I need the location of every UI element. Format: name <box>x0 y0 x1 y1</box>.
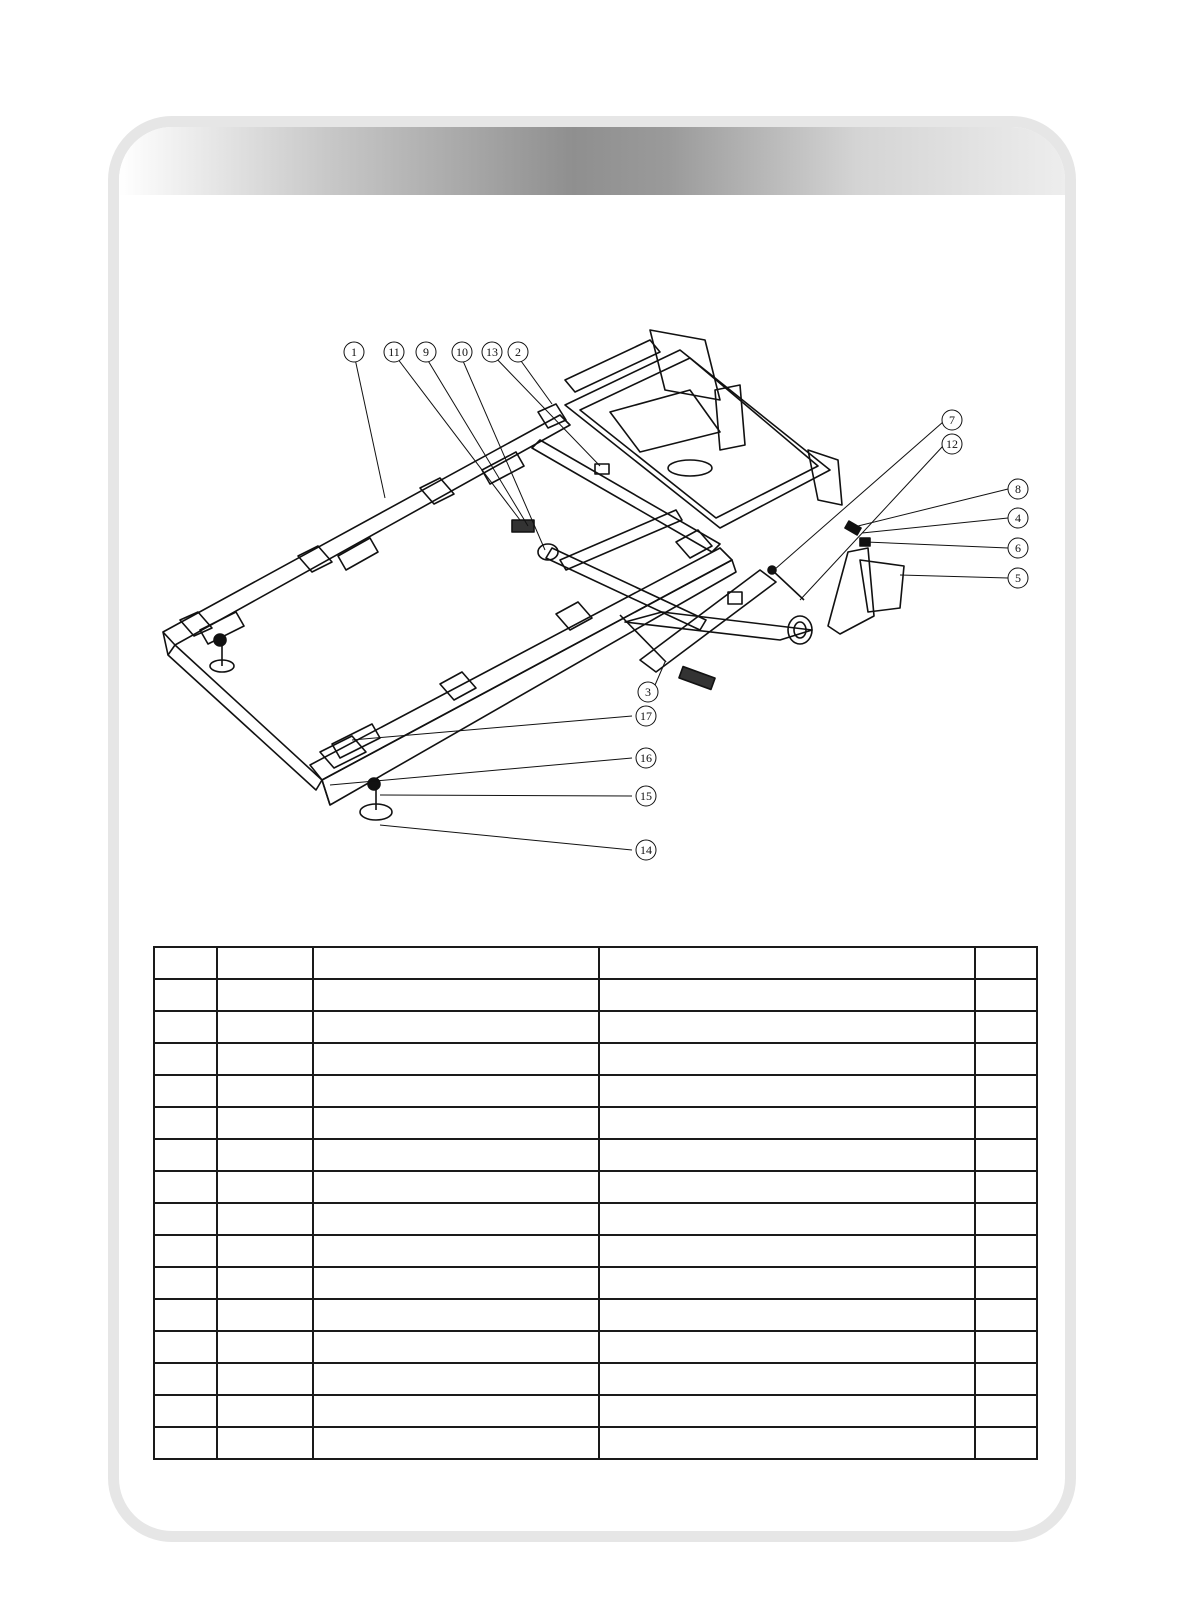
callout-6-label: 6 <box>1015 541 1021 555</box>
table-cell <box>975 947 1037 979</box>
table-cell <box>154 1139 217 1171</box>
actuator-motor <box>860 560 904 612</box>
table-cell <box>975 1395 1037 1427</box>
front-cross-rail <box>168 645 322 790</box>
table-cell <box>154 979 217 1011</box>
callout-9-label: 9 <box>423 345 429 359</box>
callout-17 <box>636 706 656 726</box>
table-row <box>154 1427 1037 1459</box>
table-cell <box>313 1139 600 1171</box>
table-cell <box>599 1107 974 1139</box>
table-cell <box>217 1075 312 1107</box>
table-row <box>154 1331 1037 1363</box>
table-cell <box>975 1363 1037 1395</box>
table-cell <box>217 979 312 1011</box>
table-cell <box>313 1299 600 1331</box>
callout-1 <box>344 342 364 362</box>
parts-table-body <box>154 947 1037 1459</box>
table-row <box>154 1203 1037 1235</box>
table-row <box>154 947 1037 979</box>
callout-4 <box>1008 508 1028 528</box>
leveling-foot-rear <box>210 634 234 672</box>
table-cell <box>599 1395 974 1427</box>
table-cell <box>217 1011 312 1043</box>
table-cell <box>217 1267 312 1299</box>
table-cell <box>599 1203 974 1235</box>
table-cell <box>154 1107 217 1139</box>
table-cell <box>313 1235 600 1267</box>
table-row <box>154 1139 1037 1171</box>
table-cell <box>599 1299 974 1331</box>
callout-1-label: 1 <box>351 345 357 359</box>
callout-11 <box>384 342 404 362</box>
callout-6 <box>1008 538 1028 558</box>
table-cell <box>599 1427 974 1459</box>
table-cell <box>313 1331 600 1363</box>
table-cell <box>975 1107 1037 1139</box>
table-cell <box>599 1075 974 1107</box>
callout-2 <box>508 342 528 362</box>
table-cell <box>975 1267 1037 1299</box>
callout-16-label: 16 <box>640 751 652 765</box>
table-cell <box>217 1171 312 1203</box>
table-cell <box>154 1171 217 1203</box>
table-cell <box>599 1331 974 1363</box>
callout-12 <box>942 434 962 454</box>
table-cell <box>975 1139 1037 1171</box>
table-cell <box>599 1363 974 1395</box>
table-cell <box>154 1299 217 1331</box>
table-cell <box>313 979 600 1011</box>
table-cell <box>975 1043 1037 1075</box>
table-row <box>154 1363 1037 1395</box>
table-cell <box>975 1331 1037 1363</box>
callout-14 <box>636 840 656 860</box>
table-cell <box>217 1299 312 1331</box>
rear-platform <box>565 350 830 528</box>
table-cell <box>313 1171 600 1203</box>
table-cell <box>217 1395 312 1427</box>
callout-17-label: 17 <box>640 709 652 723</box>
callout-13 <box>482 342 502 362</box>
table-row <box>154 1171 1037 1203</box>
table-row <box>154 979 1037 1011</box>
table-cell <box>313 1395 600 1427</box>
callout-4-label: 4 <box>1015 511 1021 525</box>
table-cell <box>599 1043 974 1075</box>
table-cell <box>599 947 974 979</box>
table-cell <box>975 979 1037 1011</box>
table-cell <box>313 1203 600 1235</box>
table-cell <box>154 947 217 979</box>
cross-member-a <box>532 440 720 552</box>
table-cell <box>217 1203 312 1235</box>
table-cell <box>975 1427 1037 1459</box>
callout-13-label: 13 <box>486 345 498 359</box>
table-cell <box>154 1267 217 1299</box>
callout-10-label: 10 <box>456 345 468 359</box>
rear-upright <box>650 330 720 400</box>
table-cell <box>975 1075 1037 1107</box>
callout-15 <box>636 786 656 806</box>
callout-7-label: 7 <box>949 413 955 427</box>
table-cell <box>599 1139 974 1171</box>
callout-8-label: 8 <box>1015 482 1021 496</box>
table-row <box>154 1011 1037 1043</box>
table-cell <box>154 1043 217 1075</box>
callout-9 <box>416 342 436 362</box>
table-cell <box>313 1075 600 1107</box>
table-cell <box>599 979 974 1011</box>
callout-2-label: 2 <box>515 345 521 359</box>
table-cell <box>154 1075 217 1107</box>
table-cell <box>975 1171 1037 1203</box>
table-cell <box>217 1139 312 1171</box>
table-row <box>154 1075 1037 1107</box>
callout-5-label: 5 <box>1015 571 1021 585</box>
table-cell <box>217 1427 312 1459</box>
table-cell <box>313 1363 600 1395</box>
table-cell <box>217 1043 312 1075</box>
table-cell <box>154 1203 217 1235</box>
callout-15-label: 15 <box>640 789 652 803</box>
table-cell <box>599 1011 974 1043</box>
table-cell <box>975 1299 1037 1331</box>
parts-list-table <box>153 946 1038 1460</box>
table-row <box>154 1043 1037 1075</box>
table-cell <box>217 1235 312 1267</box>
table-row <box>154 1107 1037 1139</box>
right-long-rail <box>310 548 732 780</box>
table-row <box>154 1235 1037 1267</box>
table-cell <box>154 1363 217 1395</box>
table-cell <box>599 1267 974 1299</box>
table-cell <box>599 1171 974 1203</box>
table-cell <box>313 1107 600 1139</box>
table-cell <box>313 1267 600 1299</box>
callout-3-label: 3 <box>645 685 651 699</box>
table-cell <box>154 1427 217 1459</box>
table-cell <box>975 1203 1037 1235</box>
table-cell <box>975 1011 1037 1043</box>
callout-8 <box>1008 479 1028 499</box>
callout-16 <box>636 748 656 768</box>
table-cell <box>154 1235 217 1267</box>
table-cell <box>313 947 600 979</box>
table-row <box>154 1395 1037 1427</box>
left-long-rail <box>163 415 570 645</box>
table-cell <box>154 1011 217 1043</box>
table-cell <box>313 1043 600 1075</box>
table-row <box>154 1299 1037 1331</box>
table-cell <box>975 1235 1037 1267</box>
callout-3 <box>638 682 658 702</box>
table-cell <box>217 1363 312 1395</box>
table-cell <box>217 1331 312 1363</box>
table-cell <box>154 1395 217 1427</box>
callout-7 <box>942 410 962 430</box>
table-cell <box>217 947 312 979</box>
table-cell <box>217 1107 312 1139</box>
table-row <box>154 1267 1037 1299</box>
callout-11-label: 11 <box>388 345 400 359</box>
callout-5 <box>1008 568 1028 588</box>
callout-14-label: 14 <box>640 843 652 857</box>
table-cell <box>313 1011 600 1043</box>
table-cell <box>599 1235 974 1267</box>
callout-10 <box>452 342 472 362</box>
callout-12-label: 12 <box>946 437 958 451</box>
table-cell <box>154 1331 217 1363</box>
table-cell <box>313 1427 600 1459</box>
